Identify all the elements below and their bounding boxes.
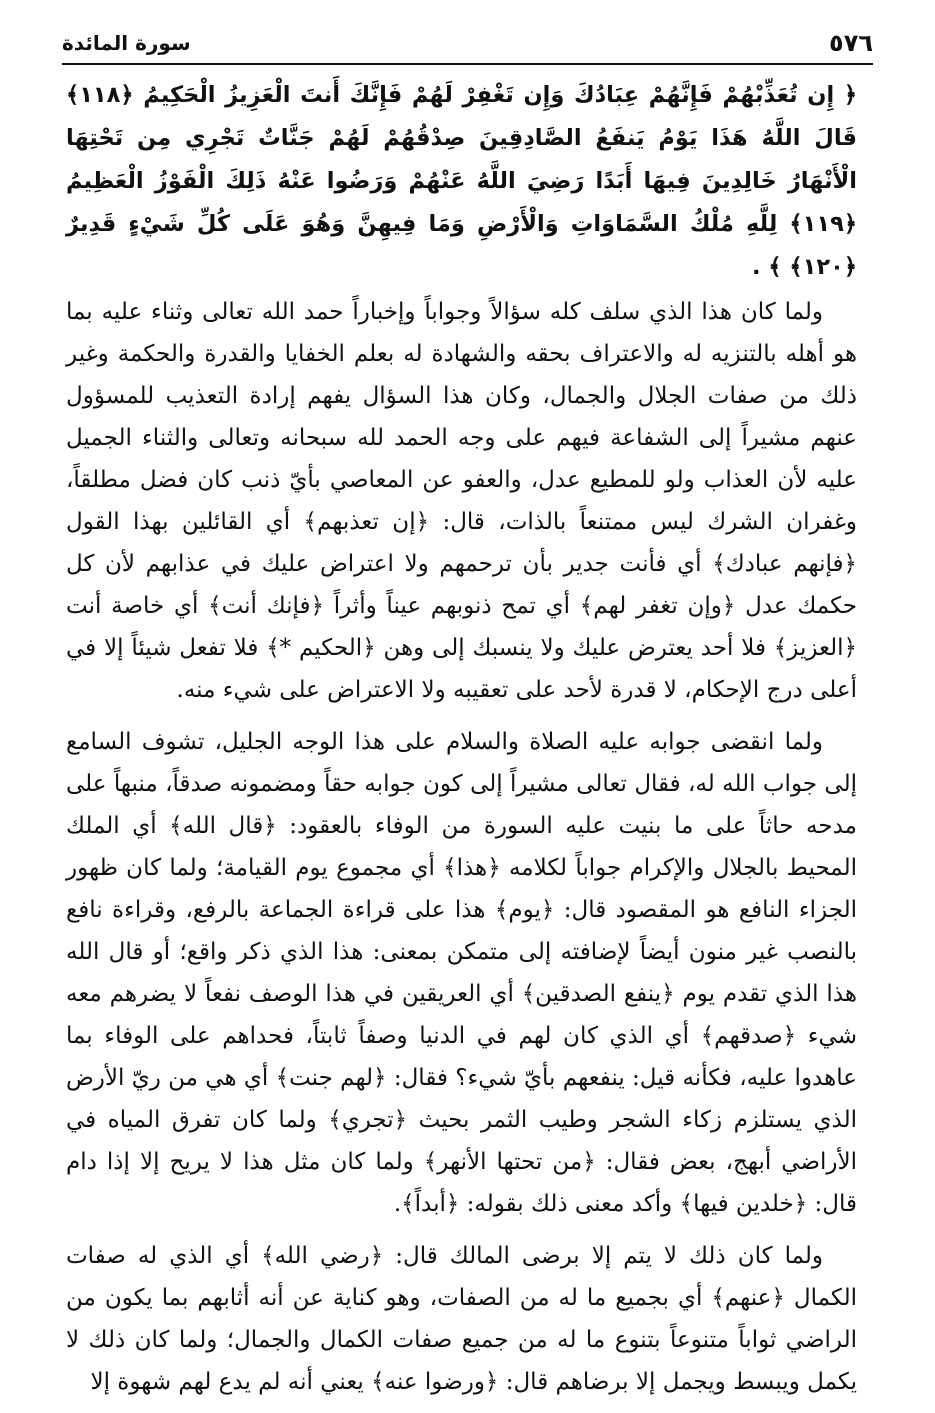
page-body	[66, 74, 857, 1413]
commentary-paragraph-2: ولما انقضى جوابه عليه الصلاة والسلام على هذا الوجه الجليل، تشوف السامع إلى جواب الله له، فقال تعالى مشيراً إلى كون جوابه حقاً ومضمونه صدقاً، منبهاً على مدحه حاثاً على ما بنيت عليه السورة من الوفاء بالعقود: ﴿قال الله﴾ أي الملك المحيط بالجلال والإكرام جواباً لكلامه ﴿هذا﴾ أي مجموع يوم القيامة؛ ولما كان ظهور الجزاء النافع هو المقصود قال: ﴿يوم﴾ هذا على قراءة الجماعة بالرفع، وقراءة نافع بالنصب غير منون أيضاً لإضافته إلى متمكن بمعنى: هذا الذي ذكر واقع؛ أو قال الله هذا الذي تقدم يوم ﴿ينفع الصدقين﴾ أي العريقين في هذا الوصف نفعاً لا يضرهم معه شيء ﴿صدقهم﴾ أي الذي كان لهم في الدنيا وصفاً ثابتاً، فحداهم على الوفاء بما عاهدوا عليه، فكأنه قيل: ينفعهم بأيّ شيء؟ فقال: ﴿لهم جنت﴾ أي هي من ريّ الأرض الذي يستلزم زكاء الشجر وطيب الثمر بحيث ﴿تجري﴾ ولما كان تفرق المياه في الأراضي أبهج، بعض فقال: ﴿من تحتها الأنهر﴾ ولما كان مثل هذا لا يريح إلا إذا دام قال: ﴿خلدين فيها﴾ وأكد معنى ذلك بقوله: ﴿أبداً﴾.	[66, 729, 857, 1217]
commentary-paragraph-1: ولما كان هذا الذي سلف كله سؤالاً وجواباً وإخباراً حمد الله تعالى وثناء عليه بما هو أهله بالتنزيه له والاعتراف بحقه والشهادة له بعلم الخفايا والقدرة والحكمة وغير ذلك من صفات الجلال والجمال، وكان هذا السؤال يفهم إرادة التعذيب للمسؤول عنهم مشيراً إلى الشفاعة فيهم على وجه الحمد لله سبحانه وتعالى والثناء الجميل عليه لأن العذاب ولو للمطيع عدل، والعفو عن المعاصي بأيّ ذنب كان فضل مطلقاً، وغفران الشرك ليس ممتنعاً بالذات، قال: ﴿إن تعذبهم﴾ أي القائلين بهذا القول ﴿فإنهم عبادك﴾ أي فأنت جدير بأن ترحمهم ولا اعتراض عليك في عذابهم لأن كل حكمك عدل ﴿وإن تغفر لهم﴾ أي تمح ذنوبهم عيناً وأثراً ﴿فإنك أنت﴾ أي خاصة أنت ﴿العزيز﴾ فلا أحد يعترض عليك ولا ينسبك إلى وهن ﴿الحكيم *﴾ فلا تفعل شيئاً إلا في أعلى درج الإحكام، لا قدرة لأحد على تعقيبه ولا الاعتراض على شيء منه.	[66, 299, 857, 703]
page-header	[62, 26, 873, 60]
page-number: ٥٧٦	[829, 29, 873, 57]
header-rule	[62, 63, 873, 65]
commentary-paragraph-3: ولما كان ذلك لا يتم إلا برضى المالك قال: ﴿رضي الله﴾ أي الذي له صفات الكمال ﴿عنهم﴾ أي بجميع ما له من الصفات، وهو كناية عن أنه أثابهم بما يكون من الراضي ثواباً متنوعاً بتنوع ما له من جميع صفات الكمال والجمال؛ ولما كان ذلك لا يكمل ويبسط ويجمل إلا برضاهم قال: ﴿ورضوا عنه﴾ يعني أنه لم يدع لهم شهوة إلا	[66, 1243, 857, 1395]
surah-title: سورة المائدة	[62, 31, 191, 55]
quran-verses: ﴿ إِن تُعَذِّبْهُمْ فَإِنَّهُمْ عِبَادُكَ وَإِن تَغْفِرْ لَهُمْ فَإِنَّكَ أَنتَ الْعَزِيزُ الْحَكِيمُ ﴿١١٨﴾ قَالَ اللَّهُ هَذَا يَوْمُ يَنفَعُ الصَّادِقِينَ صِدْقُهُمْ لَهُمْ جَنَّاتٌ تَجْرِي مِن تَحْتِهَا الْأَنْهَارُ خَالِدِينَ فِيهَا أَبَدًا رَضِيَ اللَّهُ عَنْهُمْ وَرَضُوا عَنْهُ ذَلِكَ الْفَوْزُ الْعَظِيمُ ﴿١١٩﴾ لِلَّهِ مُلْكُ السَّمَاوَاتِ وَالْأَرْضِ وَمَا فِيهِنَّ وَهُوَ عَلَى كُلِّ شَيْءٍ قَدِيرٌ ﴿١٢٠﴾ ﴾ .	[66, 82, 857, 280]
